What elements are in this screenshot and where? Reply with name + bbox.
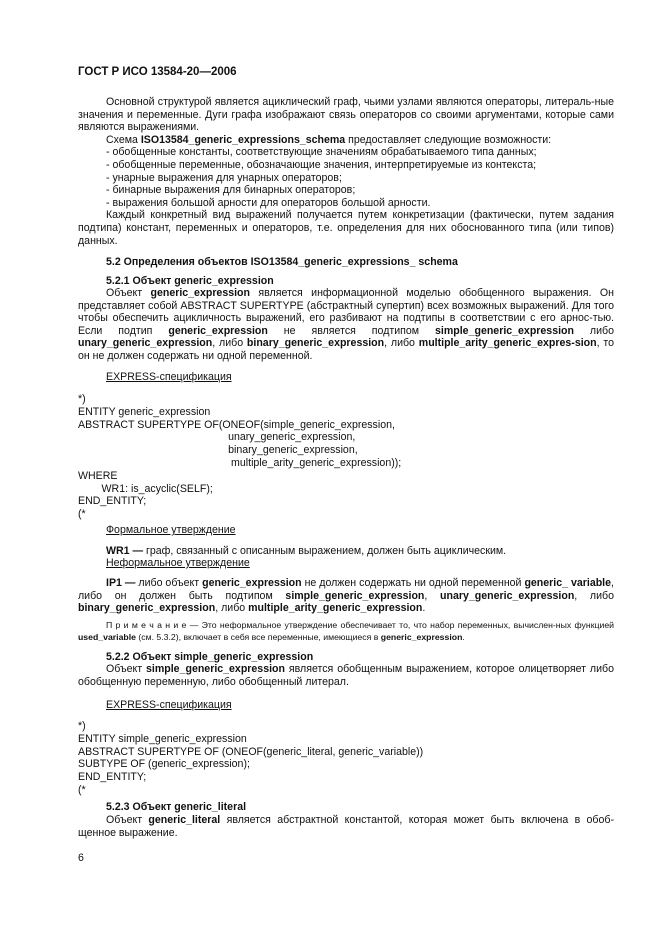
section-5-2-2-title: 5.2.2 Объект simple_generic_expression — [106, 651, 314, 663]
entity-name: simple_generic_expression — [435, 324, 574, 337]
text-run: Объект — [106, 814, 149, 826]
express-code-1: *) ENTITY generic_expression ABSTRACT SUPERTYPE OF(ONEOF(simple_generic_expression, unary_generic_expression, binary_generic_expression, multiple_arity_generic_expression)); WHERE WR1: is_acyclic(SELF); END_ENTITY; (* — [78, 393, 402, 521]
text-run: не является подтипом — [267, 324, 436, 337]
text-run: не должен содержать ни одной переменной — [301, 577, 525, 589]
intro-paragraph-1: Основной структурой является ациклический граф, чьими узлами являются операторы, литераль-ные значения и переменные. Дуги графа изображают связь операторов со своими аргументами, которые сами являются выражениями. — [78, 96, 614, 134]
entity-name: simple_generic_expression — [285, 589, 425, 602]
intro-paragraph-2 — [78, 134, 614, 147]
text-run: граф, связанный с описанным выражением, должен быть ациклическим. — [143, 545, 507, 557]
entity-name: generic_expression — [380, 632, 463, 642]
express-spec-label-2: EXPRESS-спецификация — [106, 699, 232, 711]
list-item: - выражения большой арности для операторов большой арности. — [106, 196, 431, 209]
text-run: , — [424, 589, 441, 602]
text-run: (см. 5.3.2), включает в себя все переменные, имеющиеся в — [135, 632, 381, 642]
text-run: , либо — [384, 337, 419, 350]
entity-name: unary_generic_expression — [78, 337, 213, 350]
entity-name: generic_expression — [150, 287, 250, 299]
text-run: , либо — [215, 602, 249, 615]
text-run: является обобщенным выражением, которое олицетворяет либо обобщенную переменную, либо обобщенный литерал. — [78, 663, 614, 688]
entity-name: unary_generic_expression — [440, 589, 575, 602]
list-item: - бинарные выражения для бинарных операторов; — [106, 184, 356, 197]
entity-name: simple_generic_expression — [146, 663, 285, 675]
intro-block — [78, 96, 614, 247]
express-spec-label-1: EXPRESS-спецификация — [106, 371, 232, 383]
intro-paragraph-3: Каждый конкретный вид выражений получается путем конкретизации (фактически, путем задания подтипа) констант, переменных и операторов, т.е. определения для них обоснованного типа (или типов) данных. — [78, 209, 614, 247]
formal-statement-label: Формальное утверждение — [106, 524, 236, 536]
text-run: либо объект — [135, 577, 203, 589]
function-name: used_variable — [78, 632, 136, 642]
entity-name: binary_generic_expression — [78, 602, 216, 615]
wr1-statement — [106, 545, 506, 558]
text-run: , либо он должен быть подтипом — [78, 577, 614, 602]
text-run: . — [422, 602, 426, 615]
list-item: - унарные выражения для унарных операторов; — [106, 171, 342, 184]
text-run: является информационной моделью обобщенного выражения. Он представляет собой ABSTRACT SUPERTYPE (абстрактный супертип) всех возможных выражений. Для того чтобы обеспечить ацикличность выражений, его разбивают на подтипы в соответствии с его арнос-тью. Если подтип — [78, 287, 614, 337]
rule-label: WR1 — — [106, 545, 144, 557]
text-run: Объект — [106, 287, 151, 299]
section-5-2-title: 5.2 Определения объектов ISO13584_generic_expressions_ schema — [106, 256, 458, 268]
text-run: — Это неформальное утверждение обеспечивает то, что набор переменных, вычислен-ных функцией — [186, 620, 615, 630]
entity-name: multiple_arity_generic_expres-sion — [418, 337, 597, 350]
text-run: Объект — [106, 663, 147, 675]
section-5-2-3-title: 5.2.3 Объект generic_literal — [106, 801, 247, 813]
schema-name: ISO13584_generic_expressions_schema — [140, 133, 346, 146]
page-number: 6 — [78, 852, 84, 864]
text-run: либо — [573, 324, 614, 337]
express-code-2: *) ENTITY simple_generic_expression ABSTRACT SUPERTYPE OF (ONEOF(generic_literal, generic_variable)) SUBTYPE OF (generic_expression); END_ENTITY; (* — [78, 720, 424, 796]
list-item: - обобщенные константы, соответствующие значениям обрабатываемого типа данных; — [106, 146, 537, 159]
text-run: является абстрактной константой, которая может быть включена в обоб-щенное выражение. — [78, 814, 614, 839]
entity-name: multiple_arity_generic_expression — [248, 602, 423, 615]
section-5-2-1-paragraph — [78, 287, 614, 363]
entity-name: generic_expression — [202, 577, 302, 589]
entity-name: binary_generic_expression — [246, 337, 385, 350]
text-run: . — [462, 632, 465, 642]
ip1-statement — [78, 577, 614, 615]
informal-statement-label: Неформальное утверждение — [106, 557, 250, 569]
text-run: , то он не должен содержать ни одной переменной. — [78, 337, 615, 362]
text-run: предоставляет следующие возможности: — [345, 133, 552, 146]
entity-name: generic_ variable — [524, 577, 612, 589]
rule-label: IP1 — — [106, 577, 136, 589]
section-5-2-2-paragraph — [78, 663, 614, 688]
list-item: - обобщенные переменные, обозначающие значения, интерпретируемые из контекста; — [106, 158, 537, 171]
section-5-2-1-title: 5.2.1 Объект generic_expression — [106, 275, 274, 287]
text-run: , либо — [574, 589, 614, 602]
section-5-2-3-paragraph — [78, 814, 614, 839]
note-label: П р и м е ч а н и е — [106, 620, 187, 630]
entity-name: generic_expression — [168, 324, 268, 337]
text-run: , либо — [212, 337, 247, 350]
entity-name: generic_literal — [148, 814, 221, 826]
note — [78, 619, 614, 643]
text-run: Схема — [106, 133, 141, 146]
document-header: ГОСТ Р ИСО 13584-20—2006 — [78, 66, 237, 78]
